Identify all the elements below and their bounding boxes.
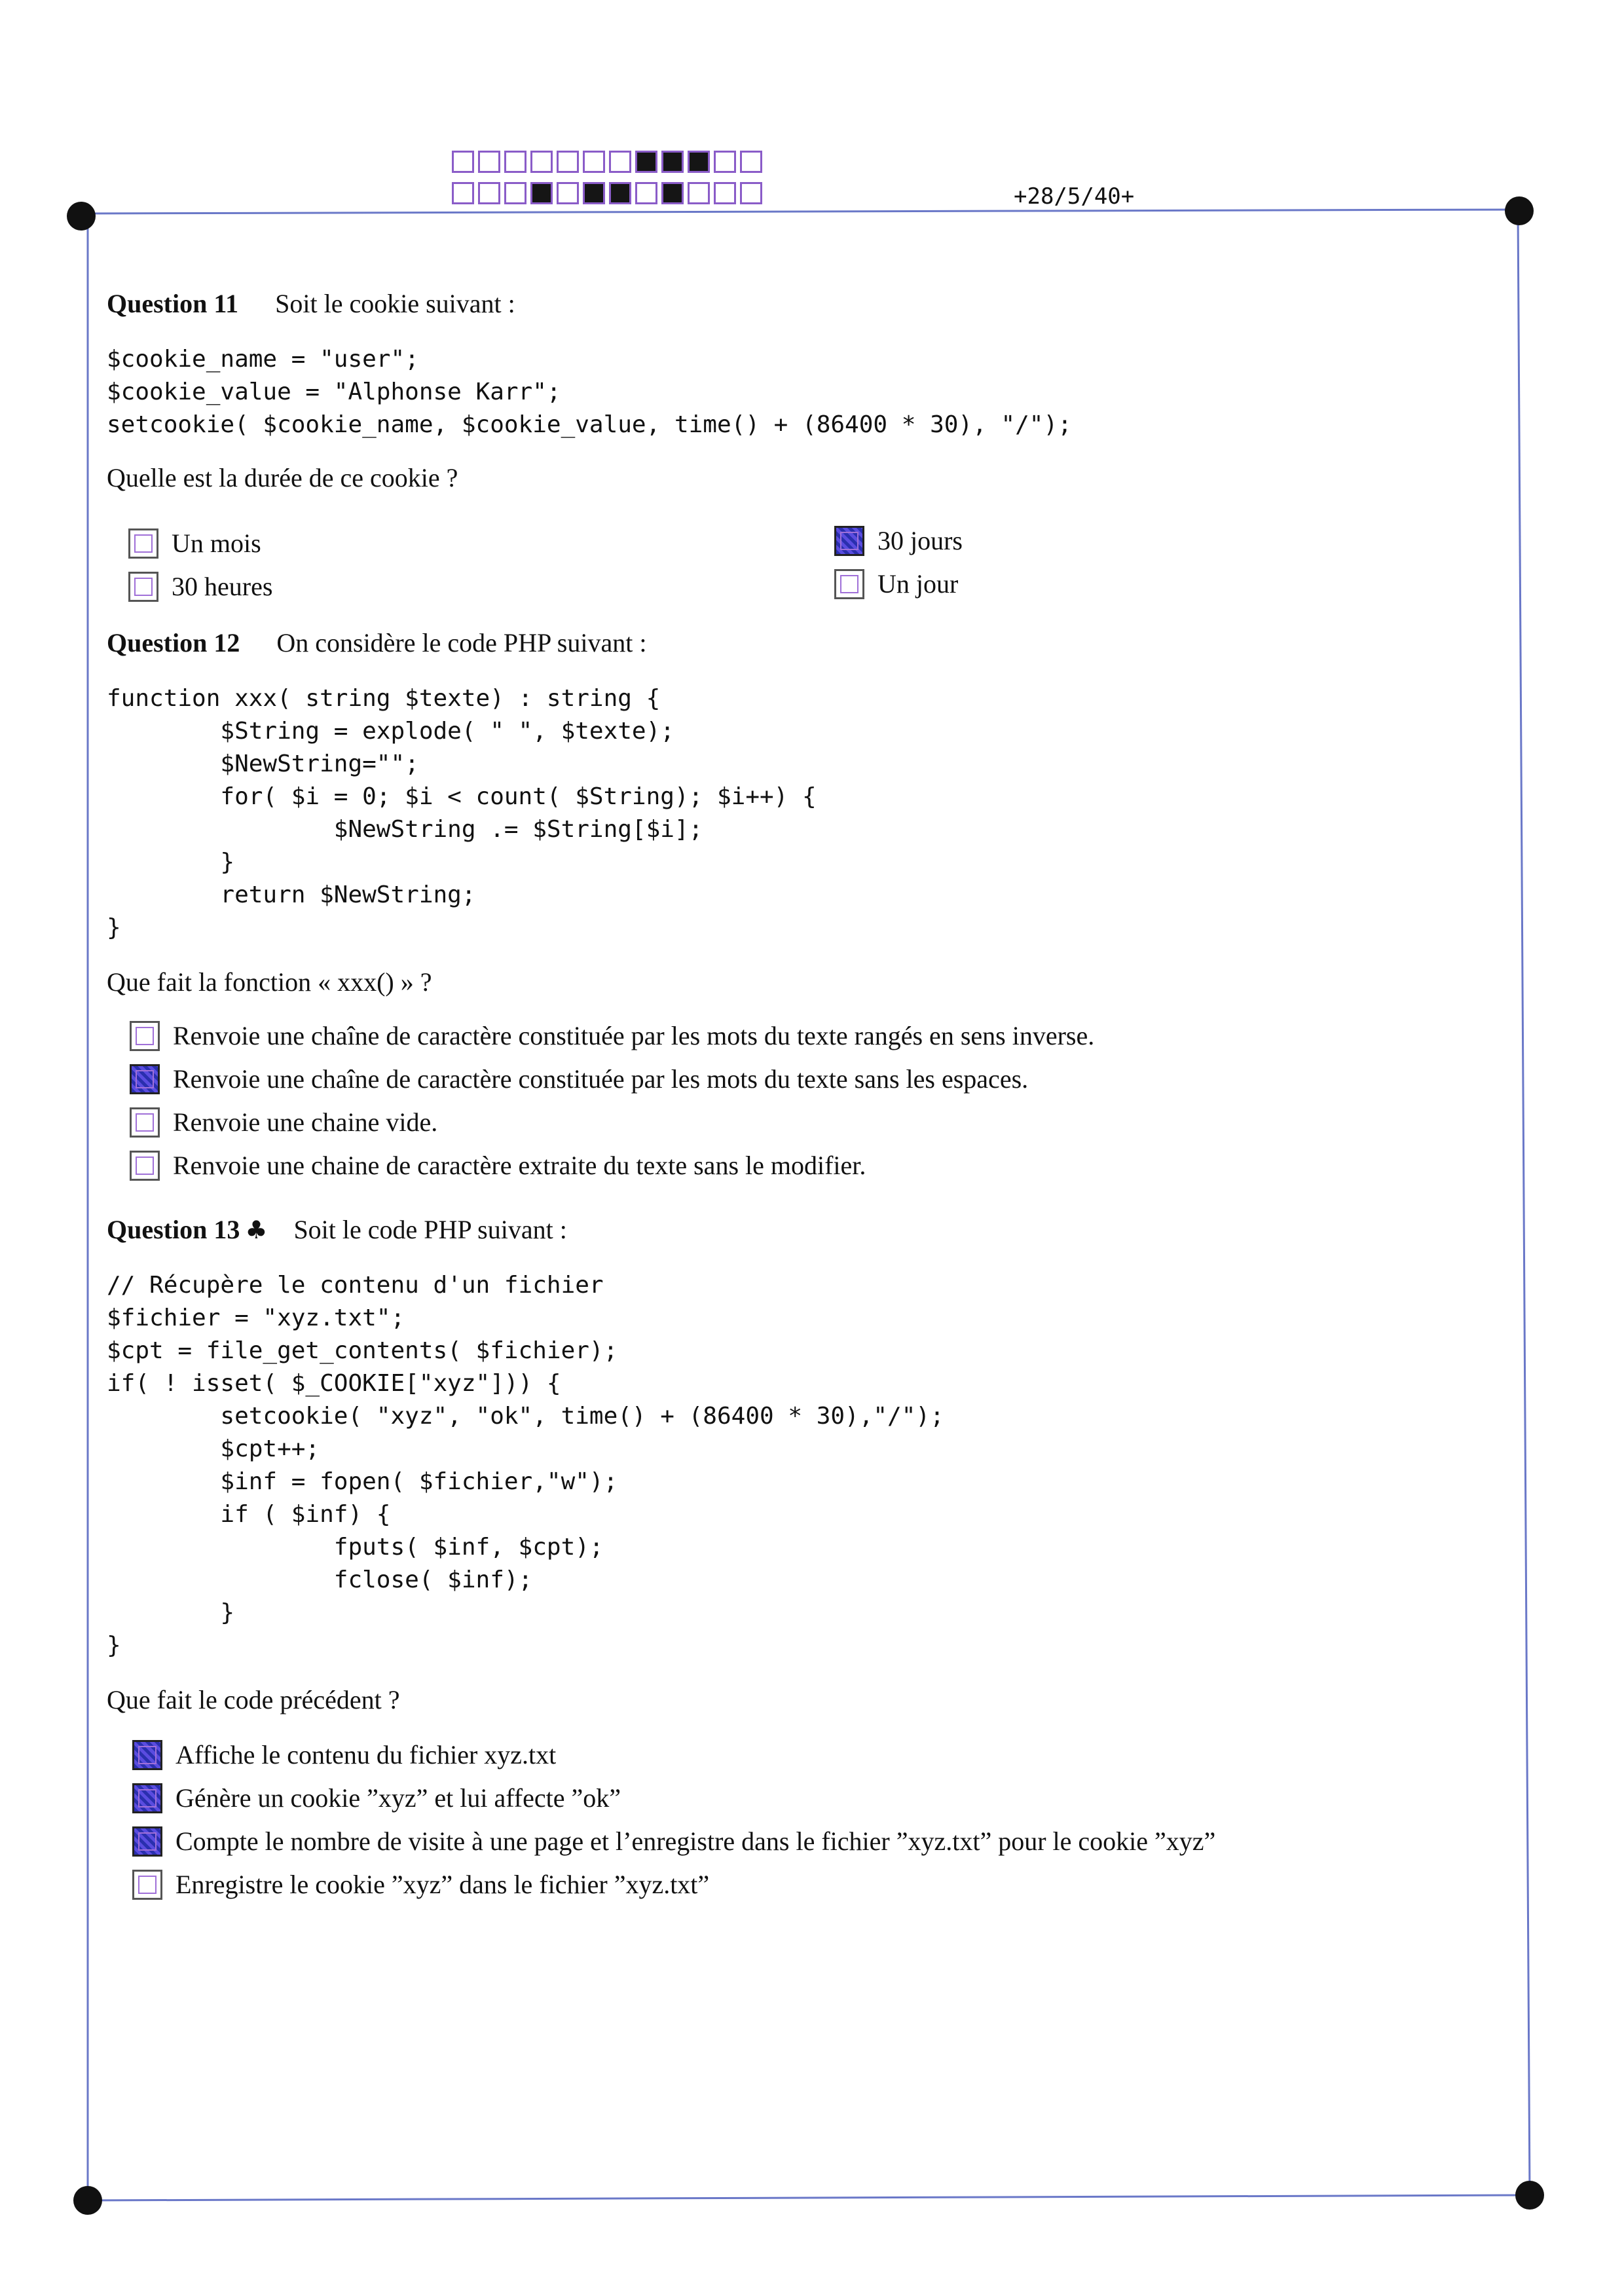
answer-text: Renvoie une chaîne de caractère constituée par les mots du texte rangés en sens inverse.	[173, 1021, 1095, 1050]
question-11-heading	[107, 288, 515, 319]
answer-checkbox[interactable]	[130, 1151, 160, 1181]
answer-text: Enregistre le cookie ”xyz” dans le fichier ”xyz.txt”	[175, 1870, 710, 1899]
qr-cell	[504, 182, 526, 204]
frame-bottom-line	[88, 2195, 1530, 2200]
frame-top-line	[88, 210, 1518, 213]
qr-cell	[557, 182, 579, 204]
answer-choice[interactable]	[834, 525, 963, 556]
answer-choice[interactable]	[132, 1739, 556, 1770]
question-12-prompt: Que fait la fonction « xxx() » ?	[107, 967, 432, 997]
qr-cell	[740, 151, 762, 173]
question-12-heading	[107, 627, 646, 658]
qr-cell	[609, 182, 631, 204]
answer-text: 30 heures	[172, 572, 273, 601]
question-13-heading	[107, 1214, 567, 1245]
qr-code-row	[452, 151, 766, 173]
question-13-text: Soit le code PHP suivant :	[293, 1215, 567, 1244]
question-12-label: Question 12	[107, 628, 240, 657]
answer-text: Un jour	[877, 569, 959, 599]
answer-choice[interactable]	[130, 1064, 1028, 1094]
answer-checkbox[interactable]	[130, 1021, 160, 1051]
question-11-code: $cookie_name = "user"; $cookie_value = "Alphonse Karr"; setcookie( $cookie_name, $cookie_value, time() + (86400 * 30), "/");	[107, 346, 1072, 438]
answer-checkbox[interactable]	[132, 1783, 162, 1813]
qr-cell	[661, 182, 684, 204]
answer-checkbox[interactable]	[132, 1826, 162, 1857]
page-id: +28/5/40+	[1014, 183, 1135, 210]
answer-checkbox[interactable]	[128, 528, 158, 559]
question-12-code: function xxx( string $texte) : string { $String = explode( " ", $texte); $NewString=""; for( $i = 0; $i < count( $String); $i++) { $NewString .= $String[$i]; } return $NewString; }	[107, 685, 817, 941]
answer-choice[interactable]	[128, 571, 272, 602]
answer-choice[interactable]	[834, 568, 958, 599]
qr-cell	[609, 151, 631, 173]
question-13-prompt: Que fait le code précédent ?	[107, 1685, 400, 1714]
question-11-prompt: Quelle est la durée de ce cookie ?	[107, 463, 458, 492]
qr-cell	[688, 151, 710, 173]
answer-checkbox[interactable]	[834, 569, 864, 599]
answer-text: Affiche le contenu du fichier xyz.txt	[175, 1740, 557, 1769]
answer-checkbox[interactable]	[132, 1870, 162, 1900]
qr-cell	[714, 182, 736, 204]
answer-text: Compte le nombre de visite à une page et l’enregistre dans le fichier ”xyz.txt” pour le cookie ”xyz”	[175, 1826, 1216, 1856]
answer-text: Génère un cookie ”xyz” et lui affecte ”ok”	[175, 1783, 621, 1813]
answer-text: Renvoie une chaine vide.	[173, 1107, 438, 1137]
qr-cell	[635, 182, 657, 204]
question-13-label: Question 13	[107, 1215, 240, 1244]
answer-choice[interactable]	[128, 528, 261, 559]
corner-mark-top-left	[67, 202, 96, 231]
answer-text: Renvoie une chaine de caractère extraite du texte sans le modifier.	[173, 1151, 866, 1180]
answer-choice[interactable]	[130, 1020, 1094, 1051]
corner-mark-top-right	[1505, 196, 1534, 225]
frame-right-line	[1518, 210, 1530, 2195]
club-icon: ♣	[245, 1215, 268, 1244]
question-13-code: // Récupère le contenu d'un fichier $fichier = "xyz.txt"; $cpt = file_get_contents( $fichier); if( ! isset( $_COOKIE["xyz"])) { setcookie( "xyz", "ok", time() + (86400 * 30),"/"); $cpt++; $inf = fopen( $fichier,"w"); if ( $inf) { fputs( $inf, $cpt); fclose( $inf); } }	[107, 1272, 944, 1659]
qr-cell	[688, 182, 710, 204]
qr-cell	[530, 182, 553, 204]
answer-text: Renvoie une chaîne de caractère constituée par les mots du texte sans les espaces.	[173, 1064, 1029, 1094]
qr-cell	[452, 151, 474, 173]
qr-cell	[452, 182, 474, 204]
qr-cell	[530, 151, 553, 173]
answer-checkbox[interactable]	[130, 1064, 160, 1094]
answer-choice[interactable]	[132, 1783, 621, 1813]
answer-choice[interactable]	[132, 1869, 709, 1900]
qr-cell	[478, 151, 500, 173]
question-12-text: On considère le code PHP suivant :	[276, 628, 647, 657]
answer-choice[interactable]	[132, 1826, 1215, 1857]
corner-mark-bottom-right	[1515, 2181, 1544, 2210]
qr-cell	[583, 151, 605, 173]
answer-checkbox[interactable]	[132, 1740, 162, 1770]
qr-cell	[504, 151, 526, 173]
qr-cell	[661, 151, 684, 173]
answer-choice[interactable]	[130, 1150, 866, 1181]
answer-choice[interactable]	[130, 1107, 437, 1138]
qr-cell	[740, 182, 762, 204]
answer-checkbox[interactable]	[834, 526, 864, 556]
corner-mark-bottom-left	[73, 2186, 102, 2215]
answer-text: Un mois	[172, 528, 261, 558]
answer-checkbox[interactable]	[128, 572, 158, 602]
qr-cell	[635, 151, 657, 173]
qr-cell	[557, 151, 579, 173]
qr-cell	[478, 182, 500, 204]
qr-code-row	[452, 182, 766, 204]
qr-cell	[714, 151, 736, 173]
qr-cell	[583, 182, 605, 204]
answer-text: 30 jours	[877, 526, 963, 555]
question-11-label: Question 11	[107, 289, 239, 318]
answer-checkbox[interactable]	[130, 1107, 160, 1138]
question-11-text: Soit le cookie suivant :	[275, 289, 515, 318]
